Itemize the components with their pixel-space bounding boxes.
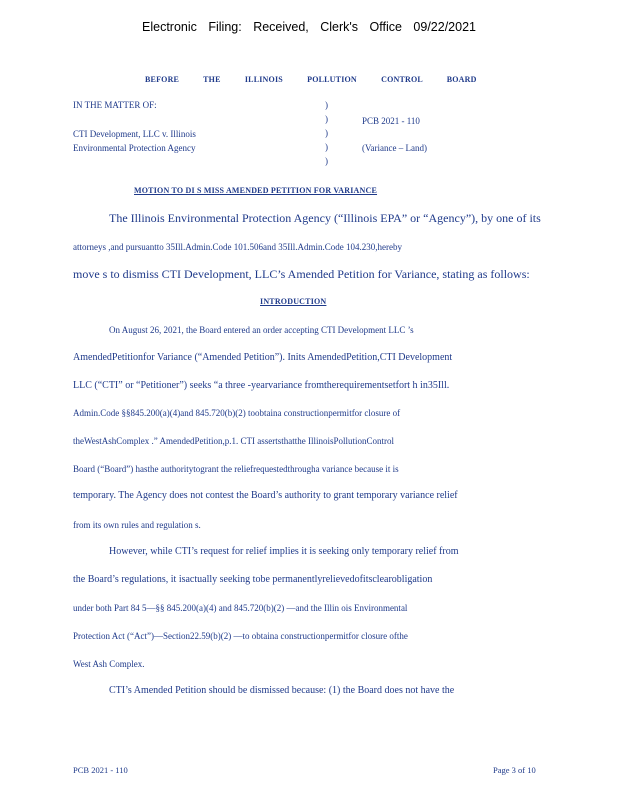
body-line: LLC (“CTI” or “Petitioner”) seeks “a three -yearvariance fromtherequirementsetfort h in35Ill. bbox=[73, 380, 450, 391]
caption-parties-line: CTI Development, LLC v. Illinois bbox=[73, 129, 196, 139]
caption-bracket: ) bbox=[325, 128, 328, 138]
body-line: under both Part 84 5—§§ 845.200(a)(4) and 845.720(b)(2) —and the Illin ois Environmental bbox=[73, 603, 408, 613]
body-line: from its own rules and regulation s. bbox=[73, 520, 201, 530]
body-line: AmendedPetitionfor Variance (“Amended Petition”). Inits AmendedPetition,CTI Development bbox=[73, 352, 453, 363]
caption-bracket: ) bbox=[325, 114, 328, 124]
body-line: temporary. The Agency does not contest the Board’s authority to grant temporary variance relief bbox=[73, 490, 458, 501]
body-line: Protection Act (“Act”)—Section22.59(b)(2) —to obtaina constructionpermitfor closure ofthe bbox=[73, 631, 408, 641]
case-type: (Variance – Land) bbox=[362, 143, 427, 153]
body-line: Board (“Board”) hasthe authoritytogrant the reliefrequestedthrougha variance because it is bbox=[73, 464, 399, 474]
caption-matter-line: IN THE MATTER OF: bbox=[73, 100, 157, 110]
caption-bracket: ) bbox=[325, 156, 328, 166]
body-line: On August 26, 2021, the Board entered an order accepting CTI Development LLC ’s bbox=[109, 325, 414, 335]
caption-bracket: ) bbox=[325, 142, 328, 152]
body-line: West Ash Complex. bbox=[73, 659, 145, 669]
footer-page-number: Page 3 of 10 bbox=[493, 765, 536, 775]
body-line: Admin.Code §§845.200(a)(4)and 845.720(b)(2) toobtaina constructionpermitfor closure of bbox=[73, 408, 401, 418]
caption-bracket: ) bbox=[325, 100, 328, 110]
caption-agency-line: Environmental Protection Agency bbox=[73, 143, 196, 153]
case-number: PCB 2021 - 110 bbox=[362, 116, 420, 126]
motion-title: MOTION TO DI S MISS AMENDED PETITION FOR VARIANCE bbox=[134, 186, 378, 195]
body-line: CTI’s Amended Petition should be dismissed because: (1) the Board does not have the bbox=[109, 685, 455, 696]
body-line: the Board’s regulations, it isactually seeking tobe permanentlyrelievedofitsclearobligation bbox=[73, 574, 433, 585]
introduction-heading: INTRODUCTION bbox=[260, 297, 327, 306]
body-line: move s to dismiss CTI Development, LLC’s Amended Petition for Variance, stating as follows: bbox=[73, 267, 530, 281]
body-line: The Illinois Environmental Protection Agency (“Illinois EPA” or “Agency”), by one of its bbox=[109, 211, 541, 225]
body-line: attorneys ,and pursuantto 35Ill.Admin.Code 101.506and 35Ill.Admin.Code 104.230,hereby bbox=[73, 242, 402, 252]
board-title: BEFORE THE ILLINOIS POLLUTION CONTROL BOARD bbox=[145, 75, 477, 84]
footer-case-number: PCB 2021 - 110 bbox=[73, 765, 128, 775]
body-line: theWestAshComplex .” AmendedPetition,p.1. CTI assertsthatthe IllinoisPollutionControl bbox=[73, 436, 394, 446]
body-line: However, while CTI’s request for relief implies it is seeking only temporary relief from bbox=[109, 546, 459, 557]
electronic-filing-header: Electronic Filing: Received, Clerk's Office 09/22/2021 bbox=[142, 20, 476, 34]
